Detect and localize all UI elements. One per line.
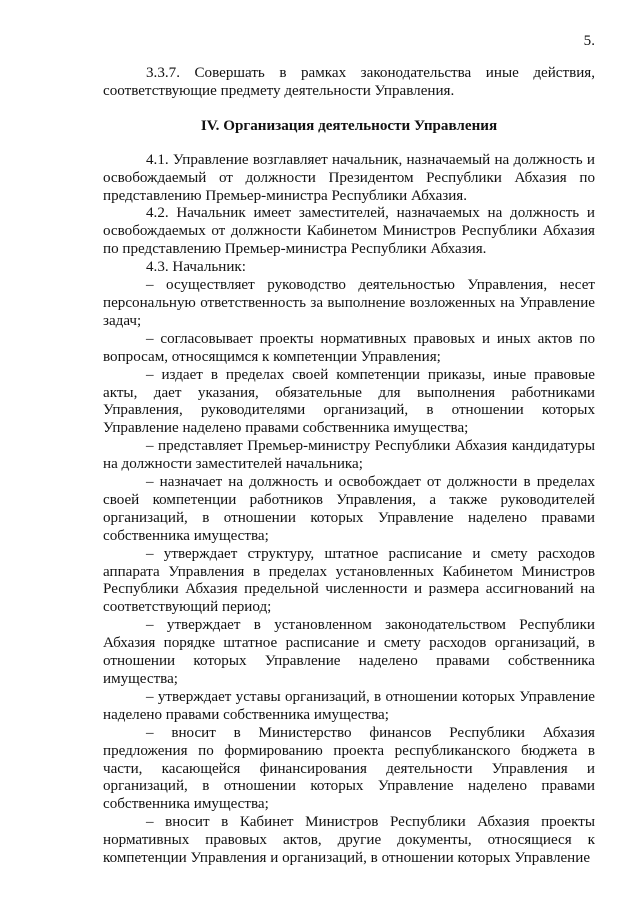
list-item: – назначает на должность и освобождает от должности в пределах своей компетенции работников Управления, а также руководителей организаций, в отношении которых Управление наделено правами собственника имущества; — [103, 474, 595, 544]
list-item: – осуществляет руководство деятельностью Управления, несет персональную ответственность за выполнение возложенных на Управление задач; — [103, 277, 595, 329]
section-heading: IV. Организация деятельности Управления — [200, 117, 498, 134]
paragraph-4-3: 4.3. Начальник: — [146, 259, 246, 276]
list-item: – представляет Премьер-министру Республики Абхазия кандидатуры на должности заместителей начальника; — [103, 438, 595, 473]
list-item: – утверждает уставы организаций, в отношении которых Управление наделено правами собственника имущества; — [103, 688, 595, 723]
paragraph-3-3-7: 3.3.7. Совершать в рамках законодательства иные действия, соответствующие предмету деятельности Управления. — [103, 65, 595, 99]
list-item: – согласовывает проекты нормативных правовых и иных актов по вопросам, относящимся к компетенции Управления; — [103, 330, 595, 365]
list-item: – утверждает структуру, штатное расписание и смету расходов аппарата Управления в пределах установленных Кабинетом Министров Республики Абхазия предельной численности и размера ассигнований на соответствующий период; — [103, 545, 595, 616]
paragraph-4-1: 4.1. Управление возглавляет начальник, назначаемый на должность и освобождаемый от должности Президентом Республики Абхазия по представлению Премьер-министра Республики Абхазия. — [103, 151, 595, 204]
list-item: – вносит в Кабинет Министров Республики Абхазия проекты нормативных правовых актов, другие документы, относящиеся к компетенции Управления и организаций, в отношении которых Управление — [103, 814, 595, 867]
document-body — [103, 65, 595, 868]
paragraph-4-2: 4.2. Начальник имеет заместителей, назначаемых на должность и освобождаемых от должности Кабинетом Министров Республики Абхазия по представлению Премьер-министра Республики Абхазия. — [103, 205, 595, 258]
page-number: 5. — [583, 33, 595, 49]
list-item: – утверждает в установленном законодательством Республики Абхазия порядке штатное расписание и смету расходов организаций, в отношении которых Управление наделено правами собственника имущества; — [103, 617, 595, 687]
list-item: – вносит в Министерство финансов Республики Абхазия предложения по формированию проекта республиканского бюджета в части, касающейся финансирования деятельности Управления и организаций, в отношении которых Управление наделено правами собственника имущества; — [103, 724, 595, 813]
list-item: – издает в пределах своей компетенции приказы, иные правовые акты, дает указания, обязательные для выполнения работниками Управления, руководителями организаций, в отношении которых Управление наделено правами собственника имущества; — [103, 366, 595, 437]
